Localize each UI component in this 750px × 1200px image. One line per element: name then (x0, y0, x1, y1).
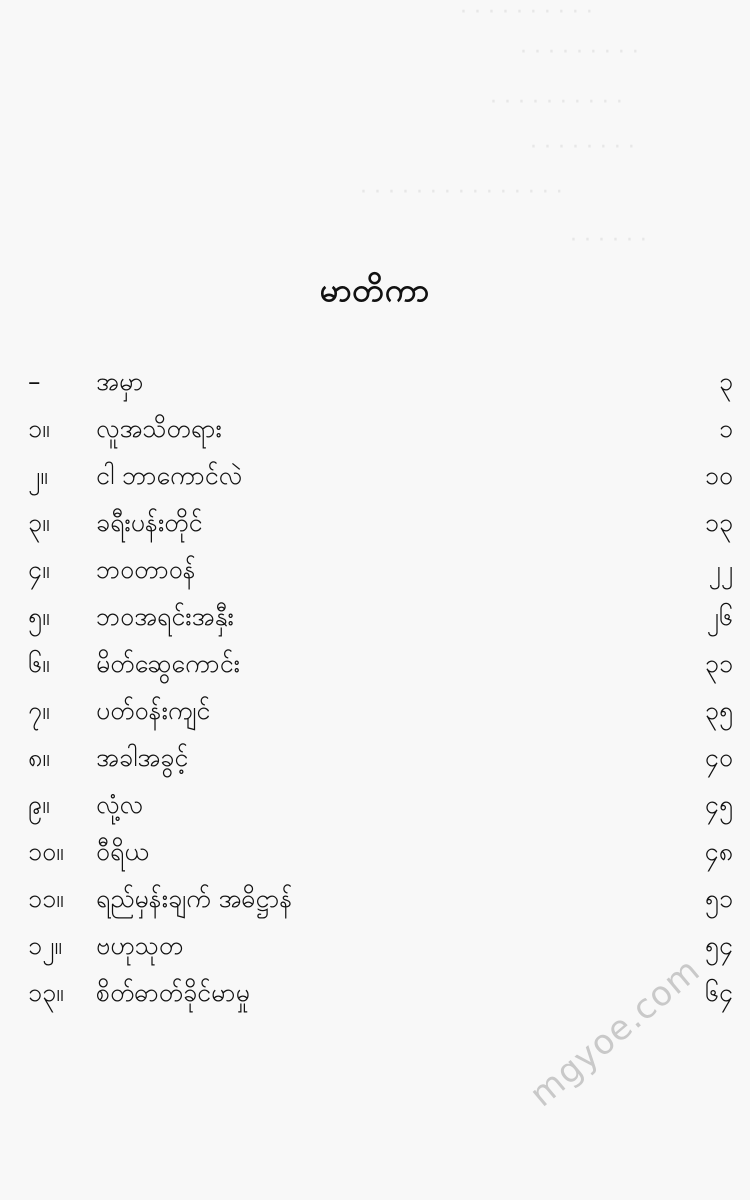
bleed-through-text: · · · · · · · · (530, 135, 635, 160)
entry-title: မိတ်ဆွေကောင်း (96, 649, 240, 678)
entry-page: ၄၈ (704, 837, 733, 866)
entry-page: ၃၅ (704, 696, 733, 725)
entry-number: ၅။ (28, 602, 50, 631)
entry-number: ၁၂။ (28, 931, 62, 960)
entry-page: ၁ (718, 414, 733, 443)
bleed-through-text: · · · · · · · · · · (490, 90, 623, 115)
entry-page: ၂၆ (706, 602, 733, 631)
entry-number: ၉။ (28, 790, 50, 819)
entry-number: ၃။ (28, 508, 50, 537)
bleed-through-text: · · · · · · · · · · (460, 0, 593, 25)
toc-entry[interactable] (28, 597, 733, 644)
entry-page: ၅၁ (704, 884, 733, 913)
entry-page: ၅၄ (704, 931, 733, 960)
entry-page: ၁၃ (704, 508, 733, 537)
entry-page: ၂၂ (708, 555, 733, 584)
entry-title: ခရီးပန်းတိုင် (96, 508, 203, 537)
toc-entry[interactable] (28, 409, 733, 456)
entry-title: ဝီရိယ (96, 837, 149, 866)
toc-entry[interactable] (28, 926, 733, 973)
toc-entry[interactable] (28, 691, 733, 738)
entry-number: ၂။ (28, 461, 48, 490)
entry-page: ၄၀ (704, 743, 733, 772)
entry-title: စိတ်ဓာတ်ခိုင်မာမှု (96, 978, 250, 1007)
entry-page: ၃၁ (704, 649, 733, 678)
toc-entry[interactable] (28, 503, 733, 550)
entry-number: ၁၀။ (28, 837, 64, 866)
toc-entry[interactable] (28, 644, 733, 691)
entry-title: ဘဝအရင်းအနှီး (96, 602, 234, 631)
entry-title: ပတ်ဝန်းကျင် (96, 696, 211, 725)
bleed-through-text: · · · · · · · · · · · · · · · (360, 180, 563, 205)
entry-number: ၁၁။ (28, 884, 64, 913)
entry-page: ၁၀ (704, 461, 733, 490)
entry-number: ၇။ (28, 696, 50, 725)
toc-entry[interactable] (28, 456, 733, 503)
entry-number: ၆။ (28, 649, 50, 678)
page-title: မာတိကာ (319, 271, 431, 310)
entry-title: ရည်မှန်းချက် အဓိဋ္ဌာန် (96, 884, 293, 913)
toc-entry[interactable] (28, 362, 733, 409)
entry-page: ၄၅ (704, 790, 733, 819)
table-of-contents (28, 362, 733, 1020)
toc-entry[interactable] (28, 738, 733, 785)
entry-page: ၃ (718, 367, 733, 396)
toc-entry[interactable] (28, 879, 733, 926)
entry-number: – (28, 367, 41, 396)
entry-page: ၆၄ (704, 978, 733, 1007)
entry-title: အမှာ (96, 367, 144, 396)
entry-title: လုံ့လ (96, 790, 143, 819)
bleed-through-text: · · · · · · (570, 228, 647, 253)
entry-number: ၈။ (28, 743, 50, 772)
entry-title: ဗဟုသုတ (96, 931, 184, 960)
entry-number: ၄။ (28, 555, 50, 584)
entry-title: ငါ ဘာကောင်လဲ (96, 461, 243, 490)
entry-title: အခါအခွင့် (96, 743, 189, 772)
entry-title: လူအသိတရား (96, 414, 222, 443)
bleed-through-text: · · · · · · · · · (520, 40, 639, 65)
toc-entry[interactable] (28, 785, 733, 832)
toc-entry[interactable] (28, 832, 733, 879)
entry-number: ၁၃။ (28, 978, 64, 1007)
entry-number: ၁။ (28, 414, 50, 443)
watermark: mgyoe.com (522, 950, 709, 1115)
entry-title: ဘဝတာဝန် (96, 555, 196, 584)
toc-entry[interactable] (28, 550, 733, 597)
